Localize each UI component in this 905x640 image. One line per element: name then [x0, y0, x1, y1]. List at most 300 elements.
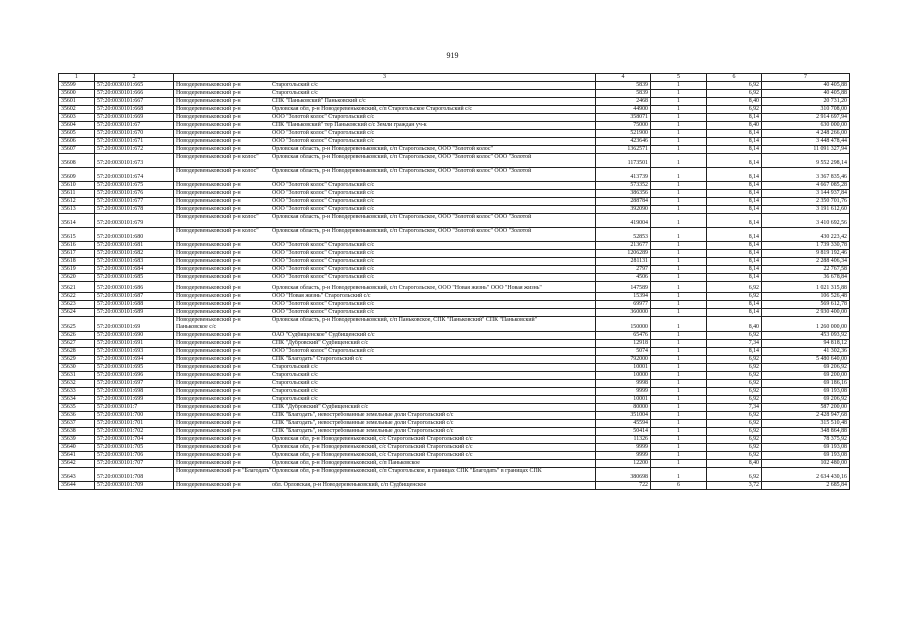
category: 1	[651, 388, 707, 396]
cadastral-number: 57:20:0030101:680	[95, 228, 174, 242]
category: 1	[651, 340, 707, 348]
owner-description: СПК "Паньковский" тер Паньковский с/с Земли граждан уч-к	[272, 122, 427, 128]
table-row	[59, 364, 850, 372]
rate: 8,14	[707, 242, 762, 250]
rate: 7,34	[707, 404, 762, 412]
address-cell	[174, 309, 596, 317]
cadastral-value: 3 448 478,44	[762, 138, 850, 146]
table-row	[59, 82, 850, 90]
address-cell	[174, 122, 596, 130]
area: 52853	[596, 228, 651, 242]
rate: 8,14	[707, 214, 762, 228]
owner-description: ООО "Золотой колос" Старогольский с/с	[272, 242, 375, 248]
address-cell	[174, 266, 596, 274]
cadastral-number: 57:20:0030101:687	[95, 293, 174, 301]
row-number: 35599	[59, 82, 95, 90]
cadastral-value: 69 206,92	[762, 364, 850, 372]
cadastral-value: 1 260 000,00	[762, 317, 850, 332]
cadastral-number: 57:20:0030101:681	[95, 242, 174, 250]
area: 360000	[596, 309, 651, 317]
rate: 8,14	[707, 190, 762, 198]
cadastral-number: 57:20:0030101:682	[95, 250, 174, 258]
category: 1	[651, 356, 707, 364]
owner-description: ООО "Золотой колос" Старогольский с/с	[272, 190, 375, 196]
cadastral-value: 569 612,78	[762, 301, 850, 309]
owner-description: СПК "Благодать", невостребованные земельные доли Старогольский с/с	[272, 420, 454, 426]
district: Новодеревеньковский р-н	[176, 404, 241, 410]
category: 1	[651, 98, 707, 106]
district: Новодеревеньковский р-н	[176, 309, 241, 315]
owner-description: ООО "Золотой колос" Старогольский с/с	[272, 138, 375, 144]
cadastral-number: 57:20:0030101:672	[95, 146, 174, 154]
category: 1	[651, 266, 707, 274]
area: 288784	[596, 198, 651, 206]
cadastral-value: 3 144 937,84	[762, 190, 850, 198]
owner-description: ООО "Золотой колос" Старогольский с/с	[272, 258, 375, 264]
address-cell	[174, 98, 596, 106]
area: 5074	[596, 348, 651, 356]
area: 351004	[596, 412, 651, 420]
rate: 8,14	[707, 114, 762, 122]
category: 6	[651, 482, 707, 490]
address-cell	[174, 420, 596, 428]
table-row	[59, 309, 850, 317]
area: 9999	[596, 452, 651, 460]
cadastral-number: 57:20:0030101:7	[95, 404, 174, 412]
cadastral-number: 57:20:0030101:708	[95, 468, 174, 482]
row-number: 35601	[59, 98, 95, 106]
owner-description: Орловская обл, р-н Новодеревеньковский, с/с Старогольский Старогольский с/с	[272, 444, 473, 450]
rate: 8,14	[707, 301, 762, 309]
owner-description: Старогольский с/с	[272, 380, 318, 386]
rate: 8,40	[707, 122, 762, 130]
cadastral-value: 3 191 612,60	[762, 206, 850, 214]
row-number: 35605	[59, 130, 95, 138]
cadastral-value: 22 767,58	[762, 266, 850, 274]
address-cell	[174, 198, 596, 206]
address-cell	[174, 258, 596, 266]
rate: 6,92	[707, 412, 762, 420]
row-number: 35621	[59, 282, 95, 293]
district: Новодеревеньковский р-н	[176, 182, 241, 188]
district: Новодеревеньковский р-н	[176, 420, 241, 426]
table-row	[59, 460, 850, 468]
rate: 6,92	[707, 452, 762, 460]
row-number: 35626	[59, 332, 95, 340]
rate: 8,14	[707, 198, 762, 206]
row-number: 35637	[59, 420, 95, 428]
table-row	[59, 380, 850, 388]
table-row	[59, 372, 850, 380]
row-number: 35604	[59, 122, 95, 130]
column-number-header	[59, 74, 850, 82]
owner-description: Орловская область, р-н Новодеревеньковский, с/п Старогольское, ООО "Золотой колос" ООО "Золотой	[272, 154, 532, 160]
address-cell	[174, 317, 596, 332]
cadastral-value-table	[58, 73, 850, 490]
cadastral-number: 57:20:0030101:705	[95, 444, 174, 452]
category: 1	[651, 258, 707, 266]
area: 12918	[596, 340, 651, 348]
rate: 6,92	[707, 388, 762, 396]
table-row	[59, 317, 850, 332]
category: 1	[651, 309, 707, 317]
cadastral-number: 57:20:0030101:707	[95, 460, 174, 468]
rate: 8,14	[707, 206, 762, 214]
owner-description: ООО "Золотой колос" Старогольский с/с	[272, 266, 375, 272]
table-row	[59, 388, 850, 396]
area: 15394	[596, 293, 651, 301]
category: 1	[651, 468, 707, 482]
table-row	[59, 444, 850, 452]
row-number: 35600	[59, 90, 95, 98]
category: 1	[651, 412, 707, 420]
cadastral-value: 2 350 701,76	[762, 198, 850, 206]
rate: 6,92	[707, 106, 762, 114]
rate: 6,92	[707, 82, 762, 90]
cadastral-number: 57:20:0030101:691	[95, 340, 174, 348]
district: Новодеревеньковский р-н	[176, 482, 241, 488]
address-cell	[174, 154, 596, 168]
district: Новодеревеньковский р-н	[176, 364, 241, 370]
category: 1	[651, 372, 707, 380]
rate: 6,92	[707, 444, 762, 452]
rate: 8,40	[707, 460, 762, 468]
cadastral-number: 57:20:0030101:697	[95, 380, 174, 388]
cadastral-value: 1 021 315,88	[762, 282, 850, 293]
cadastral-number: 57:20:0030101:689	[95, 309, 174, 317]
address-cell	[174, 114, 596, 122]
address-cell	[174, 301, 596, 309]
address-cell	[174, 412, 596, 420]
district: Новодеревеньковский р-н	[176, 356, 241, 362]
table-row	[59, 146, 850, 154]
table-row	[59, 154, 850, 168]
owner-description: Орловская обл, р-н Новодеревеньковский, с/с Старогольский Старогольский с/с	[272, 452, 473, 458]
district: Новодеревеньковский р-н	[176, 444, 241, 450]
owner-description: Орловская обл, р-н Новодеревеньковский, с/п Старогольское Старогольский с/с	[272, 106, 473, 112]
area: 9999	[596, 444, 651, 452]
row-number: 35603	[59, 114, 95, 122]
row-number: 35617	[59, 250, 95, 258]
cadastral-number: 57:20:0030101:670	[95, 130, 174, 138]
header-col-2: 2	[95, 74, 174, 82]
district: Новодеревеньковский р-н	[176, 90, 241, 96]
cadastral-value: 69 193,08	[762, 388, 850, 396]
district: Новодеревеньковский р-н	[176, 388, 241, 394]
area: 10001	[596, 396, 651, 404]
row-number: 35613	[59, 206, 95, 214]
rate: 6,92	[707, 396, 762, 404]
table-row	[59, 182, 850, 190]
table-row	[59, 428, 850, 436]
table-row	[59, 356, 850, 364]
owner-description: обл. Орловская, р-н Новодеревеньковский, с/п Судбищенское	[272, 482, 427, 488]
address-cell	[174, 168, 596, 182]
area: 423646	[596, 138, 651, 146]
cadastral-value: 430 223,42	[762, 228, 850, 242]
area: 11326	[596, 436, 651, 444]
district: Новодеревеньковский р-н	[176, 206, 241, 212]
row-number: 35608	[59, 154, 95, 168]
rate: 8,14	[707, 130, 762, 138]
row-number: 35625	[59, 317, 95, 332]
area: 213677	[596, 242, 651, 250]
cadastral-number: 57:20:0030101:709	[95, 482, 174, 490]
district: Новодеревеньковский р-н колос"	[176, 168, 259, 174]
address-cell	[174, 388, 596, 396]
cadastral-number: 57:20:0030101:686	[95, 282, 174, 293]
category: 1	[651, 106, 707, 114]
cadastral-value: 69 193,08	[762, 444, 850, 452]
area: 380698	[596, 468, 651, 482]
district: Новодеревеньковский р-н Паньковское с/с	[176, 317, 241, 330]
table-row	[59, 258, 850, 266]
cadastral-number: 57:20:0030101:679	[95, 214, 174, 228]
district: Новодеревеньковский р-н	[176, 372, 241, 378]
cadastral-value: 69 193,08	[762, 452, 850, 460]
cadastral-value: 630 000,00	[762, 122, 850, 130]
rate: 6,92	[707, 293, 762, 301]
category: 1	[651, 198, 707, 206]
row-number: 35618	[59, 258, 95, 266]
table-row	[59, 106, 850, 114]
category: 1	[651, 460, 707, 468]
category: 1	[651, 396, 707, 404]
rate: 8,14	[707, 266, 762, 274]
address-cell	[174, 460, 596, 468]
rate: 8,14	[707, 250, 762, 258]
table-row	[59, 468, 850, 482]
cadastral-number: 57:20:0030101:667	[95, 98, 174, 106]
address-cell	[174, 380, 596, 388]
category: 1	[651, 214, 707, 228]
table-row	[59, 436, 850, 444]
rate: 6,92	[707, 332, 762, 340]
district: Новодеревеньковский р-н	[176, 460, 241, 466]
district: Новодеревеньковский р-н	[176, 250, 241, 256]
table-row	[59, 332, 850, 340]
address-cell	[174, 182, 596, 190]
owner-description: СПК "Дубровский" Судбищенский с/с	[272, 404, 369, 410]
address-cell	[174, 274, 596, 282]
area: 44900	[596, 106, 651, 114]
row-number: 35627	[59, 340, 95, 348]
table-row	[59, 274, 850, 282]
rate: 6,92	[707, 468, 762, 482]
category: 1	[651, 114, 707, 122]
category: 1	[651, 130, 707, 138]
table-row	[59, 482, 850, 490]
owner-description: ООО "Золотой колос" Старогольский с/с	[272, 274, 375, 280]
area: 4506	[596, 274, 651, 282]
category: 1	[651, 301, 707, 309]
cadastral-value: 78 375,92	[762, 436, 850, 444]
area: 75000	[596, 122, 651, 130]
address-cell	[174, 106, 596, 114]
address-cell	[174, 214, 596, 228]
table-row	[59, 420, 850, 428]
table-row	[59, 340, 850, 348]
cadastral-number: 57:20:0030101:701	[95, 420, 174, 428]
area: 2797	[596, 266, 651, 274]
category: 1	[651, 404, 707, 412]
district: Новодеревеньковский р-н	[176, 138, 241, 144]
address-cell	[174, 82, 596, 90]
district: Новодеревеньковский р-н	[176, 82, 241, 88]
area: 150000	[596, 317, 651, 332]
district: Новодеревеньковский р-н колос"	[176, 228, 259, 234]
header-col-6: 6	[707, 74, 762, 82]
address-cell	[174, 293, 596, 301]
owner-description: ОАО "Судбищенское" Судбищенский с/с	[272, 332, 375, 338]
district: Новодеревеньковский р-н	[176, 130, 241, 136]
rate: 6,92	[707, 356, 762, 364]
cadastral-value: 1 739 330,78	[762, 242, 850, 250]
cadastral-number: 57:20:0030101:688	[95, 301, 174, 309]
category: 1	[651, 154, 707, 168]
area: 9999	[596, 388, 651, 396]
rate: 6,92	[707, 364, 762, 372]
address-cell	[174, 452, 596, 460]
area: 80000	[596, 404, 651, 412]
address-cell	[174, 444, 596, 452]
category: 1	[651, 444, 707, 452]
category: 1	[651, 190, 707, 198]
rate: 6,92	[707, 436, 762, 444]
rate: 8,40	[707, 317, 762, 332]
table-row	[59, 301, 850, 309]
owner-description: ООО "Золотой колос" Старогольский с/с	[272, 301, 375, 307]
cadastral-value: 2 428 947,68	[762, 412, 850, 420]
header-col-4: 4	[596, 74, 651, 82]
category: 1	[651, 420, 707, 428]
rate: 6,92	[707, 380, 762, 388]
cadastral-number: 57:20:0030101:696	[95, 372, 174, 380]
cadastral-number: 57:20:0030101:67	[95, 122, 174, 130]
table-row	[59, 396, 850, 404]
address-cell	[174, 364, 596, 372]
row-number: 35630	[59, 364, 95, 372]
row-number: 35631	[59, 372, 95, 380]
row-number: 35619	[59, 266, 95, 274]
table-row	[59, 348, 850, 356]
address-cell	[174, 468, 596, 482]
cadastral-number: 57:20:0030101:704	[95, 436, 174, 444]
rate: 8,14	[707, 138, 762, 146]
table-row	[59, 266, 850, 274]
address-cell	[174, 348, 596, 356]
address-cell	[174, 482, 596, 490]
address-cell	[174, 396, 596, 404]
area: 9998	[596, 380, 651, 388]
category: 1	[651, 317, 707, 332]
owner-description: Старогольский с/с	[272, 396, 318, 402]
rate: 6,92	[707, 428, 762, 436]
table-row	[59, 168, 850, 182]
address-cell	[174, 340, 596, 348]
owner-description: СПК "Благодать", невостребованные земельные доли Старогольский с/с	[272, 412, 454, 418]
owner-description: Орловская область, р-н Новодеревеньковский, с/п Старогольское, ООО "Золотой колос" ООО "Золотой	[272, 228, 532, 234]
row-number: 35641	[59, 452, 95, 460]
row-number: 35609	[59, 168, 95, 182]
cadastral-number: 57:20:0030101:695	[95, 364, 174, 372]
category: 1	[651, 82, 707, 90]
row-number: 35606	[59, 138, 95, 146]
cadastral-number: 57:20:0030101:69	[95, 317, 174, 332]
table-row	[59, 250, 850, 258]
table-row	[59, 138, 850, 146]
district: Новодеревеньковский р-н	[176, 396, 241, 402]
page-number: 919	[446, 51, 459, 60]
table-row	[59, 130, 850, 138]
owner-description: Старогольский с/с	[272, 82, 318, 88]
owner-description: ООО "Золотой колос" Старогольский с/с	[272, 206, 375, 212]
cadastral-value: 69 200,00	[762, 372, 850, 380]
address-cell	[174, 90, 596, 98]
category: 1	[651, 274, 707, 282]
cadastral-number: 57:20:0030101:677	[95, 198, 174, 206]
table-row	[59, 404, 850, 412]
row-number: 35634	[59, 396, 95, 404]
area: 2468	[596, 98, 651, 106]
district: Новодеревеньковский р-н	[176, 340, 241, 346]
cadastral-value: 41 302,36	[762, 348, 850, 356]
owner-description: СПК "Благодать" Старогольский с/с	[272, 356, 363, 362]
cadastral-value: 4 248 266,00	[762, 130, 850, 138]
header-col-1: 1	[59, 74, 95, 82]
area: 12200	[596, 460, 651, 468]
row-number: 35643	[59, 468, 95, 482]
district: Новодеревеньковский р-н	[176, 122, 241, 128]
cadastral-value: 2 288 406,34	[762, 258, 850, 266]
district: Новодеревеньковский р-н "Благодать"	[176, 468, 272, 474]
owner-description: Орловская обл, р-н Новодеревеньковский, с/п Паньковское	[272, 460, 420, 466]
cadastral-number: 57:20:0030101:690	[95, 332, 174, 340]
cadastral-number: 57:20:0030101:685	[95, 274, 174, 282]
cadastral-number: 57:20:0030101:674	[95, 168, 174, 182]
owner-description: СПК "Дубровский" Судбищенский с/с	[272, 340, 369, 346]
row-number: 35640	[59, 444, 95, 452]
row-number: 35636	[59, 412, 95, 420]
table-row	[59, 293, 850, 301]
cadastral-value: 9 552 298,14	[762, 154, 850, 168]
area: 1173501	[596, 154, 651, 168]
header-col-3: 3	[174, 74, 596, 82]
cadastral-number: 57:20:0030101:666	[95, 90, 174, 98]
rate: 8,14	[707, 274, 762, 282]
cadastral-value: 2 914 697,94	[762, 114, 850, 122]
cadastral-value: 94 818,12	[762, 340, 850, 348]
rate: 8,14	[707, 258, 762, 266]
area: 419004	[596, 214, 651, 228]
address-cell	[174, 404, 596, 412]
row-number: 35620	[59, 274, 95, 282]
owner-description: ООО "Золотой колос" Старогольский с/с	[272, 198, 375, 204]
table-row	[59, 98, 850, 106]
cadastral-value: 2 930 400,00	[762, 309, 850, 317]
address-cell	[174, 138, 596, 146]
address-cell	[174, 436, 596, 444]
address-cell	[174, 146, 596, 154]
district: Новодеревеньковский р-н	[176, 348, 241, 354]
owner-description: ООО "Золотой колос" Старогольский с/с	[272, 348, 375, 354]
row-number: 35629	[59, 356, 95, 364]
cadastral-value: 3 367 835,46	[762, 168, 850, 182]
table-row	[59, 206, 850, 214]
cadastral-value: 5 480 640,00	[762, 356, 850, 364]
table-row	[59, 412, 850, 420]
address-cell	[174, 228, 596, 242]
